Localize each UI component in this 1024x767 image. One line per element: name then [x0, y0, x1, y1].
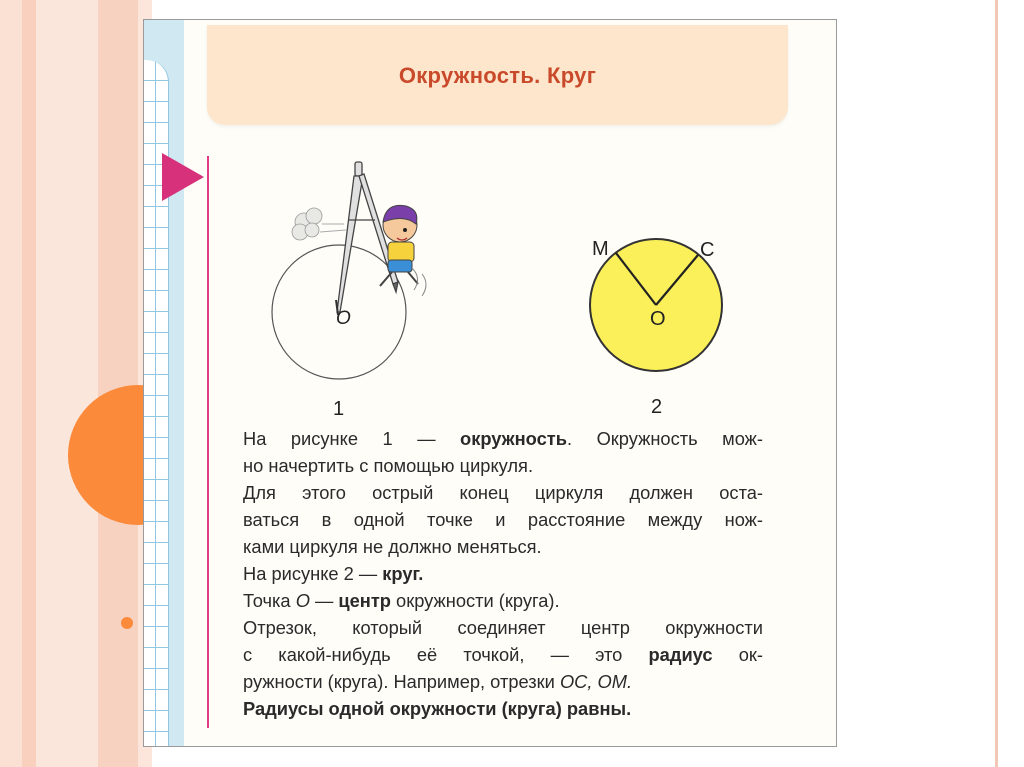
- text-span: На рисунке 1 —: [243, 428, 461, 449]
- compass-icon: [336, 162, 398, 315]
- figure-2-disk: [574, 230, 724, 418]
- explanation-text: [243, 425, 763, 722]
- text-span: с какой-нибудь её точкой, — это: [243, 644, 649, 665]
- text-span: ок-: [712, 644, 763, 665]
- text-span: Точка: [243, 590, 296, 611]
- text-line: [243, 425, 763, 452]
- text-line: ваться в одной точке и расстояние между нож-: [243, 509, 763, 530]
- section-marker-triangle: [162, 153, 204, 201]
- segments-inline: OC, OM.: [559, 671, 633, 692]
- point-m-label: M: [592, 238, 609, 260]
- text-line: [243, 560, 763, 587]
- decorative-orange-dot: [121, 617, 133, 629]
- text-line: Отрезок, который соединяет центр окружности: [243, 617, 763, 638]
- text-line: [243, 668, 763, 695]
- background-stripe: [98, 0, 138, 767]
- text-line: [243, 641, 763, 668]
- text-line: ками циркуля не должно меняться.: [243, 536, 542, 557]
- background-stripe: [22, 0, 36, 767]
- point-o-inline: O: [295, 590, 310, 611]
- text-line: [243, 587, 763, 614]
- point-o-label: O: [650, 308, 666, 330]
- text-span: окружности (круга).: [390, 590, 560, 611]
- background-stripe: [0, 0, 22, 767]
- text-span: ружности (круга). Например, отрезки: [243, 671, 560, 692]
- page-title: Окружность. Круг: [398, 63, 597, 88]
- text-line: но начертить с помощью циркуля.: [243, 455, 534, 476]
- figure-1-caption: 1: [333, 398, 345, 420]
- text-line: Для этого острый конец циркуля должен оста-: [243, 482, 763, 503]
- dust-cloud-icon: [292, 208, 322, 240]
- background-stripe: [36, 0, 98, 767]
- background-stripe: [995, 0, 998, 767]
- figure-1-compass-circle: [264, 150, 464, 420]
- term-radius: радиус: [648, 644, 713, 665]
- text-span: На рисунке 2 —: [243, 563, 383, 584]
- textbook-page: [143, 19, 837, 747]
- text-span: —: [309, 590, 339, 611]
- point-c-label: C: [700, 239, 715, 261]
- page-header: [207, 25, 788, 125]
- term-center: центр: [338, 590, 391, 611]
- rule-statement: Радиусы одной окружности (круга) равны.: [243, 698, 632, 719]
- term-disk: круг.: [382, 563, 424, 584]
- text-line: [243, 695, 763, 722]
- term-circumference: окружность: [460, 428, 567, 449]
- text-span: . Окружность мож-: [566, 428, 763, 449]
- section-marker-line: [207, 156, 209, 728]
- figure-1-center-label: O: [336, 308, 351, 329]
- figure-2-caption: 2: [651, 396, 663, 418]
